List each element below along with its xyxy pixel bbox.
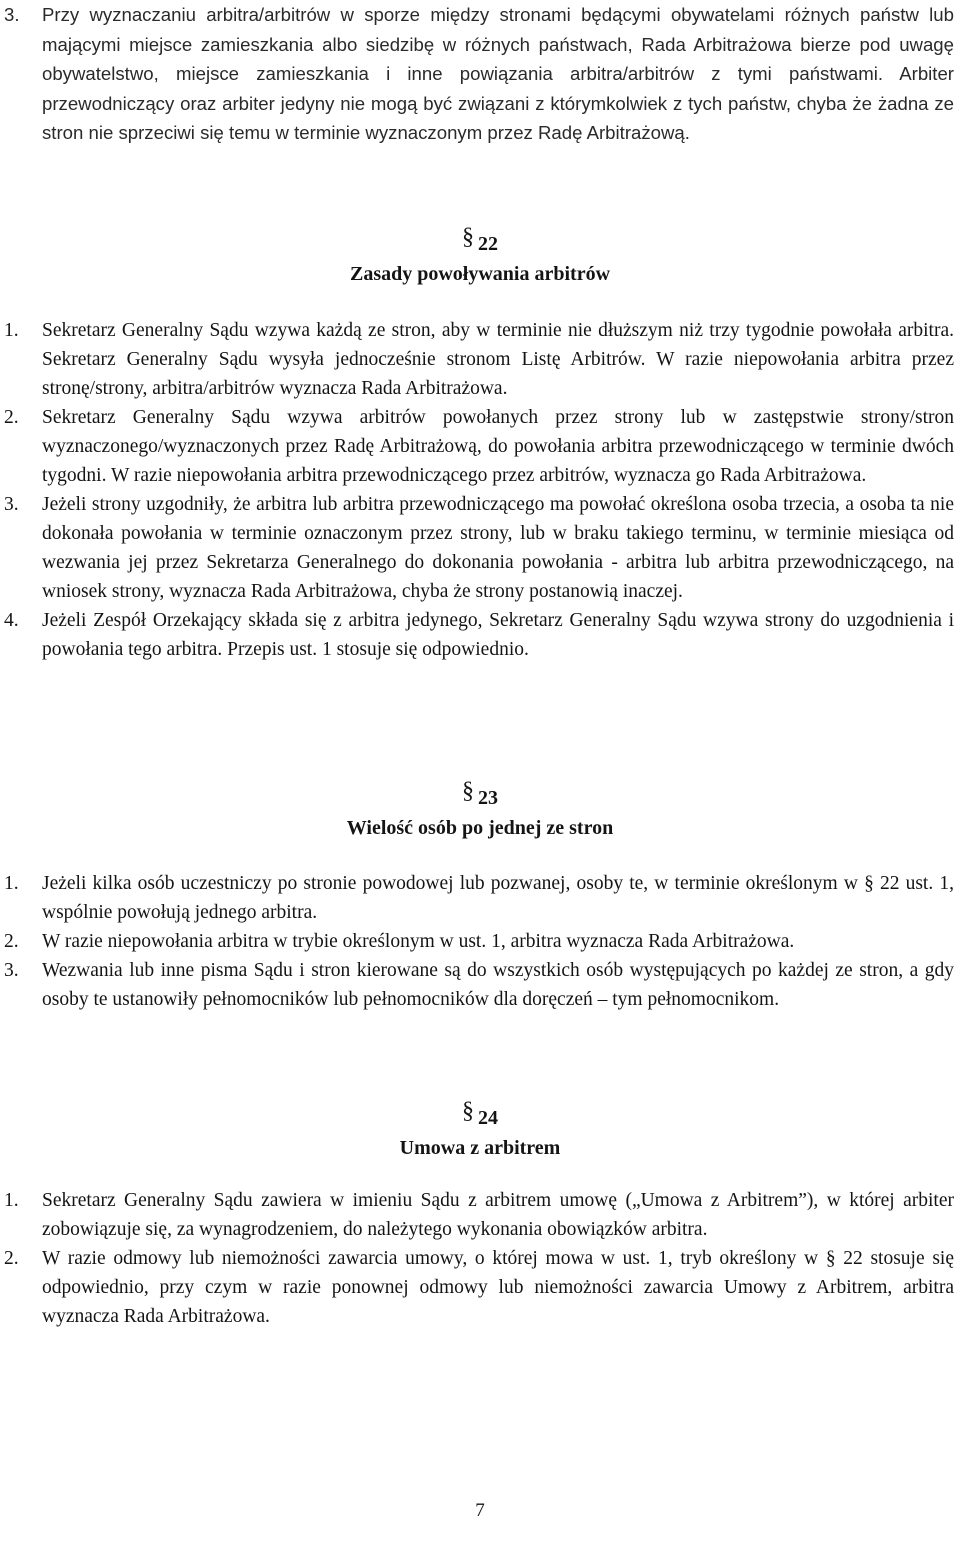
- item-text: Sekretarz Generalny Sądu wzywa każdą ze stron, aby w terminie nie dłuższym niż trzy tygodnie powołała arbitra. Sekretarz Generalny Sądu wysyła jednocześnie stronom Listę Arbitrów. W razie niepowołania arbitra przez stronę/strony, arbitra/arbitrów wyznacza Rada Arbitrażowa.: [42, 320, 954, 399]
- item-text: Przy wyznaczaniu arbitra/arbitrów w sporze między stronami będącymi obywatelami różnych państw lub mającymi miejsce zamieszkania albo siedzibę w różnych państwach, Rada Arbitrażowa bierze pod uwagę obywatelstwo, miejsce zamieszkania i inne powiązania arbitra/arbitrów z tymi państwami. Arbiter przewodniczący oraz arbiter jedyny nie mogą być związani z którymkolwiek z tych państw, chyba że żadna ze stron nie sprzeciwi się temu w terminie wyznaczonym przez Radę Arbitrażową.: [42, 4, 954, 143]
- item-text: Jeżeli strony uzgodniły, że arbitra lub arbitra przewodniczącego ma powołać określona osoba trzecia, a osoba ta nie dokonała powołania w terminie oznaczonym przez strony, lub w braku takiego terminu, w terminie miesiąca od wezwania jej przez Sekretarza Generalnego do dokonania powołania - arbitra lub arbitra przewodniczącego, na wniosek strony, wyznacza Rada Arbitrażowa, chyba że strony postanowią inaczej.: [42, 494, 954, 602]
- list-item: [0, 1186, 960, 1244]
- section-number: [0, 224, 960, 259]
- list-item: [0, 956, 960, 1014]
- section-number-value: 24: [478, 1107, 498, 1129]
- page-number: 7: [475, 1500, 485, 1521]
- section-body: [0, 1186, 960, 1331]
- list-item: [0, 490, 960, 606]
- section-number-value: 23: [478, 787, 498, 809]
- list-item: [0, 869, 960, 927]
- list-item: [0, 927, 960, 956]
- section-number: [0, 1098, 960, 1133]
- section-number-value: 22: [478, 233, 498, 255]
- item-number: 2.: [4, 1248, 19, 1269]
- section-body: [0, 316, 960, 664]
- list-item: [0, 316, 960, 403]
- list-item: [0, 403, 960, 490]
- item-number: 1.: [4, 873, 19, 894]
- item-number: 4.: [4, 610, 19, 631]
- section-heading: [0, 1098, 960, 1163]
- list-item: [0, 1244, 960, 1331]
- section-title: Zasady powoływania arbitrów: [349, 263, 611, 285]
- section-heading: [0, 224, 960, 289]
- section-title: Umowa z arbitrem: [399, 1137, 561, 1159]
- section-number: [0, 778, 960, 813]
- item-number: 3.: [4, 960, 19, 981]
- list-item: [0, 606, 960, 664]
- section-heading: [0, 778, 960, 843]
- item-number: 3.: [4, 4, 20, 25]
- item-number: 2.: [4, 931, 19, 952]
- item-number: 2.: [4, 407, 19, 428]
- item-number: 1.: [4, 320, 19, 341]
- item-text: Jeżeli Zespół Orzekający składa się z arbitra jedynego, Sekretarz Generalny Sądu wzywa strony do uzgodnienia i powołania tego arbitra. Przepis ust. 1 stosuje się odpowiednio.: [42, 610, 954, 660]
- item-text: Sekretarz Generalny Sądu zawiera w imieniu Sądu z arbitrem umowę („Umowa z Arbitrem”), w której arbiter zobowiązuje się, za wynagrodzeniem, do należytego wykonania obowiązków arbitra.: [42, 1190, 954, 1240]
- paragraph-mark: §: [462, 224, 474, 250]
- item-text: Wezwania lub inne pisma Sądu i stron kierowane są do wszystkich osób występujących po każdej ze stron, a gdy osoby te ustanowiły pełnomocników lub pełnomocników dla doręczeń – tym pełnomocnikom.: [42, 960, 954, 1010]
- section-title: Wielość osób po jednej ze stron: [346, 817, 614, 839]
- item-number: 1.: [4, 1190, 19, 1211]
- list-item: [0, 0, 960, 148]
- paragraph-mark: §: [462, 778, 474, 804]
- item-number: 3.: [4, 494, 19, 515]
- section-body: [0, 869, 960, 1014]
- item-text: Jeżeli kilka osób uczestniczy po stronie powodowej lub pozwanej, osoby te, w terminie określonym w § 22 ust. 1, wspólnie powołują jednego arbitra.: [42, 873, 954, 923]
- item-text: Sekretarz Generalny Sądu wzywa arbitrów powołanych przez strony lub w zastępstwie strony/stron wyznaczonego/wyznaczonych przez Radę Arbitrażową, do powołania arbitra przewodniczącego w terminie dwóch tygodni. W razie niepowołania arbitra przewodniczącego przez arbitrów, wyznacza go Rada Arbitrażowa.: [42, 407, 954, 486]
- item-text: W razie niepowołania arbitra w trybie określonym w ust. 1, arbitra wyznacza Rada Arbitrażowa.: [42, 931, 795, 952]
- item-text: W razie odmowy lub niemożności zawarcia umowy, o której mowa w ust. 1, tryb określony w § 22 stosuje się odpowiednio, przy czym w razie ponownej odmowy lub niemożności zawarcia Umowy z Arbitrem, arbitra wyznacza Rada Arbitrażowa.: [42, 1248, 954, 1327]
- paragraph-mark: §: [462, 1098, 474, 1124]
